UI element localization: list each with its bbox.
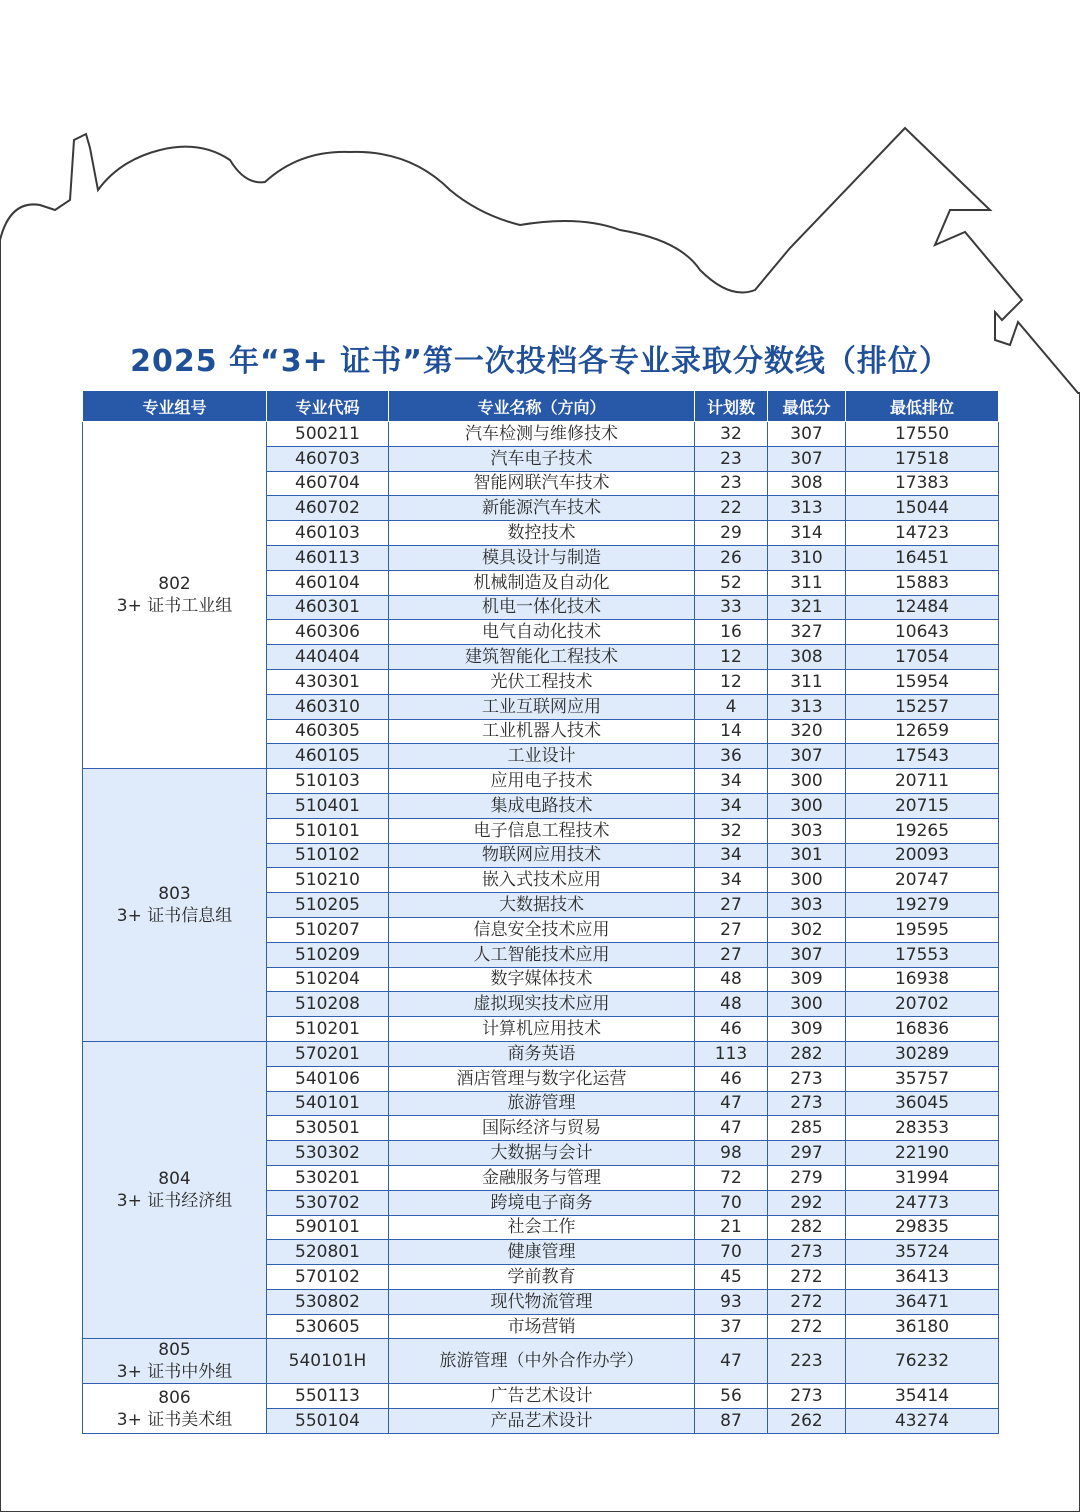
- min-score-cell: 320: [768, 719, 846, 744]
- major-name-cell: 应用电子技术: [389, 769, 695, 794]
- plan-count-cell: 27: [695, 893, 768, 918]
- min-rank-cell: 15883: [846, 570, 999, 595]
- min-rank-cell: 19265: [846, 818, 999, 843]
- major-code-cell: 460113: [267, 545, 389, 570]
- major-code-cell: 590101: [267, 1215, 389, 1240]
- min-score-cell: 327: [768, 620, 846, 645]
- min-rank-cell: 12484: [846, 595, 999, 620]
- major-code-cell: 510201: [267, 1017, 389, 1042]
- plan-count-cell: 52: [695, 570, 768, 595]
- major-code-cell: 570102: [267, 1265, 389, 1290]
- major-code-cell: 460704: [267, 471, 389, 496]
- major-name-cell: 虚拟现实技术应用: [389, 992, 695, 1017]
- plan-count-cell: 29: [695, 521, 768, 546]
- min-rank-cell: 20747: [846, 868, 999, 893]
- min-rank-cell: 20715: [846, 793, 999, 818]
- major-code-cell: 460306: [267, 620, 389, 645]
- min-rank-cell: 43274: [846, 1409, 999, 1434]
- header-plan-count: 计划数: [695, 391, 768, 422]
- major-name-cell: 大数据技术: [389, 893, 695, 918]
- major-code-cell: 510101: [267, 818, 389, 843]
- plan-count-cell: 70: [695, 1240, 768, 1265]
- min-score-cell: 300: [768, 793, 846, 818]
- major-name-cell: 广告艺术设计: [389, 1384, 695, 1409]
- plan-count-cell: 93: [695, 1289, 768, 1314]
- table-row: [83, 769, 999, 794]
- min-rank-cell: 17543: [846, 744, 999, 769]
- major-code-cell: 460703: [267, 446, 389, 471]
- min-score-cell: 285: [768, 1116, 846, 1141]
- major-code-cell: 510207: [267, 917, 389, 942]
- min-rank-cell: 14723: [846, 521, 999, 546]
- major-name-cell: 旅游管理（中外合作办学）: [389, 1339, 695, 1384]
- plan-count-cell: 72: [695, 1165, 768, 1190]
- major-code-cell: 510103: [267, 769, 389, 794]
- group-code: 805: [158, 1340, 191, 1361]
- min-score-cell: 300: [768, 868, 846, 893]
- table-body: [83, 422, 999, 1434]
- min-rank-cell: 35414: [846, 1384, 999, 1409]
- min-rank-cell: 17383: [846, 471, 999, 496]
- min-rank-cell: 35724: [846, 1240, 999, 1265]
- group-cell: [83, 1384, 267, 1434]
- min-score-cell: 279: [768, 1165, 846, 1190]
- min-rank-cell: 16451: [846, 545, 999, 570]
- major-name-cell: 国际经济与贸易: [389, 1116, 695, 1141]
- min-score-cell: 301: [768, 843, 846, 868]
- major-name-cell: 嵌入式技术应用: [389, 868, 695, 893]
- plan-count-cell: 4: [695, 694, 768, 719]
- min-rank-cell: 17054: [846, 645, 999, 670]
- major-name-cell: 新能源汽车技术: [389, 496, 695, 521]
- major-code-cell: 460310: [267, 694, 389, 719]
- min-score-cell: 282: [768, 1041, 846, 1066]
- plan-count-cell: 70: [695, 1190, 768, 1215]
- plan-count-cell: 34: [695, 868, 768, 893]
- min-score-cell: 311: [768, 570, 846, 595]
- plan-count-cell: 48: [695, 992, 768, 1017]
- major-code-cell: 550113: [267, 1384, 389, 1409]
- min-score-cell: 262: [768, 1409, 846, 1434]
- min-score-cell: 273: [768, 1066, 846, 1091]
- group-name: 3+ 证书经济组: [116, 1191, 233, 1212]
- min-score-cell: 272: [768, 1314, 846, 1339]
- min-rank-cell: 36413: [846, 1265, 999, 1290]
- min-rank-cell: 22190: [846, 1141, 999, 1166]
- plan-count-cell: 33: [695, 595, 768, 620]
- major-code-cell: 510102: [267, 843, 389, 868]
- major-code-cell: 510401: [267, 793, 389, 818]
- min-score-cell: 307: [768, 422, 846, 447]
- min-rank-cell: 17518: [846, 446, 999, 471]
- table-row: [83, 422, 999, 447]
- major-name-cell: 跨境电子商务: [389, 1190, 695, 1215]
- min-score-cell: 321: [768, 595, 846, 620]
- min-rank-cell: 15954: [846, 669, 999, 694]
- plan-count-cell: 87: [695, 1409, 768, 1434]
- major-code-cell: 460301: [267, 595, 389, 620]
- min-rank-cell: 76232: [846, 1339, 999, 1384]
- min-score-cell: 300: [768, 992, 846, 1017]
- major-code-cell: 460702: [267, 496, 389, 521]
- major-name-cell: 汽车电子技术: [389, 446, 695, 471]
- plan-count-cell: 12: [695, 669, 768, 694]
- major-code-cell: 520801: [267, 1240, 389, 1265]
- plan-count-cell: 34: [695, 843, 768, 868]
- plan-count-cell: 12: [695, 645, 768, 670]
- min-score-cell: 302: [768, 917, 846, 942]
- min-score-cell: 308: [768, 471, 846, 496]
- major-name-cell: 汽车检测与维修技术: [389, 422, 695, 447]
- min-rank-cell: 15257: [846, 694, 999, 719]
- major-name-cell: 建筑智能化工程技术: [389, 645, 695, 670]
- major-code-cell: 530605: [267, 1314, 389, 1339]
- plan-count-cell: 98: [695, 1141, 768, 1166]
- major-code-cell: 530302: [267, 1141, 389, 1166]
- min-score-cell: 272: [768, 1265, 846, 1290]
- major-name-cell: 工业机器人技术: [389, 719, 695, 744]
- major-name-cell: 学前教育: [389, 1265, 695, 1290]
- min-rank-cell: 20093: [846, 843, 999, 868]
- major-code-cell: 540101: [267, 1091, 389, 1116]
- major-name-cell: 商务英语: [389, 1041, 695, 1066]
- major-name-cell: 产品艺术设计: [389, 1409, 695, 1434]
- major-name-cell: 电子信息工程技术: [389, 818, 695, 843]
- plan-count-cell: 26: [695, 545, 768, 570]
- major-code-cell: 540106: [267, 1066, 389, 1091]
- min-rank-cell: 20702: [846, 992, 999, 1017]
- major-code-cell: 510204: [267, 967, 389, 992]
- major-name-cell: 工业互联网应用: [389, 694, 695, 719]
- min-score-cell: 300: [768, 769, 846, 794]
- major-name-cell: 金融服务与管理: [389, 1165, 695, 1190]
- min-rank-cell: 36045: [846, 1091, 999, 1116]
- min-score-cell: 273: [768, 1091, 846, 1116]
- group-name: 3+ 证书中外组: [116, 1362, 233, 1383]
- plan-count-cell: 32: [695, 818, 768, 843]
- min-score-cell: 307: [768, 446, 846, 471]
- min-score-cell: 314: [768, 521, 846, 546]
- major-name-cell: 工业设计: [389, 744, 695, 769]
- group-name: 3+ 证书工业组: [116, 596, 233, 617]
- group-code: 803: [158, 884, 191, 905]
- min-rank-cell: 19595: [846, 917, 999, 942]
- major-code-cell: 500211: [267, 422, 389, 447]
- plan-count-cell: 14: [695, 719, 768, 744]
- min-rank-cell: 12659: [846, 719, 999, 744]
- min-score-cell: 273: [768, 1384, 846, 1409]
- min-rank-cell: 36471: [846, 1289, 999, 1314]
- min-score-cell: 307: [768, 744, 846, 769]
- min-rank-cell: 36180: [846, 1314, 999, 1339]
- header-major-code: 专业代码: [267, 391, 389, 422]
- major-name-cell: 健康管理: [389, 1240, 695, 1265]
- plan-count-cell: 56: [695, 1384, 768, 1409]
- major-code-cell: 570201: [267, 1041, 389, 1066]
- major-name-cell: 电气自动化技术: [389, 620, 695, 645]
- min-score-cell: 303: [768, 818, 846, 843]
- major-name-cell: 人工智能技术应用: [389, 942, 695, 967]
- major-name-cell: 计算机应用技术: [389, 1017, 695, 1042]
- table-row: [83, 1384, 999, 1409]
- min-score-cell: 297: [768, 1141, 846, 1166]
- major-code-cell: 460103: [267, 521, 389, 546]
- plan-count-cell: 47: [695, 1091, 768, 1116]
- min-score-cell: 282: [768, 1215, 846, 1240]
- major-name-cell: 智能网联汽车技术: [389, 471, 695, 496]
- min-rank-cell: 17553: [846, 942, 999, 967]
- major-name-cell: 信息安全技术应用: [389, 917, 695, 942]
- table-row: [83, 1339, 999, 1384]
- major-name-cell: 集成电路技术: [389, 793, 695, 818]
- plan-count-cell: 27: [695, 917, 768, 942]
- min-rank-cell: 30289: [846, 1041, 999, 1066]
- major-name-cell: 物联网应用技术: [389, 843, 695, 868]
- major-name-cell: 机械制造及自动化: [389, 570, 695, 595]
- min-score-cell: 313: [768, 496, 846, 521]
- plan-count-cell: 21: [695, 1215, 768, 1240]
- plan-count-cell: 34: [695, 769, 768, 794]
- plan-count-cell: 32: [695, 422, 768, 447]
- plan-count-cell: 36: [695, 744, 768, 769]
- admission-score-table: [82, 391, 999, 1434]
- min-score-cell: 223: [768, 1339, 846, 1384]
- plan-count-cell: 47: [695, 1339, 768, 1384]
- plan-count-cell: 45: [695, 1265, 768, 1290]
- min-score-cell: 309: [768, 967, 846, 992]
- major-code-cell: 530501: [267, 1116, 389, 1141]
- plan-count-cell: 34: [695, 793, 768, 818]
- min-score-cell: 310: [768, 545, 846, 570]
- min-score-cell: 313: [768, 694, 846, 719]
- min-rank-cell: 15044: [846, 496, 999, 521]
- group-cell: [83, 1041, 267, 1339]
- header-group-code: 专业组号: [83, 391, 267, 422]
- major-code-cell: 550104: [267, 1409, 389, 1434]
- plan-count-cell: 22: [695, 496, 768, 521]
- header-min-rank: 最低排位: [846, 391, 999, 422]
- major-code-cell: 510205: [267, 893, 389, 918]
- major-code-cell: 460105: [267, 744, 389, 769]
- min-score-cell: 311: [768, 669, 846, 694]
- major-name-cell: 酒店管理与数字化运营: [389, 1066, 695, 1091]
- table-row: [83, 1041, 999, 1066]
- major-code-cell: 510210: [267, 868, 389, 893]
- min-score-cell: 273: [768, 1240, 846, 1265]
- major-name-cell: 模具设计与制造: [389, 545, 695, 570]
- header-min-score: 最低分: [768, 391, 846, 422]
- major-code-cell: 530702: [267, 1190, 389, 1215]
- major-name-cell: 数控技术: [389, 521, 695, 546]
- group-cell: [83, 769, 267, 1042]
- plan-count-cell: 46: [695, 1066, 768, 1091]
- major-name-cell: 大数据与会计: [389, 1141, 695, 1166]
- min-rank-cell: 20711: [846, 769, 999, 794]
- group-code: 804: [158, 1169, 191, 1190]
- min-score-cell: 309: [768, 1017, 846, 1042]
- min-rank-cell: 10643: [846, 620, 999, 645]
- major-code-cell: 530802: [267, 1289, 389, 1314]
- min-rank-cell: 16836: [846, 1017, 999, 1042]
- plan-count-cell: 37: [695, 1314, 768, 1339]
- plan-count-cell: 16: [695, 620, 768, 645]
- major-name-cell: 数字媒体技术: [389, 967, 695, 992]
- header-major-name: 专业名称（方向）: [389, 391, 695, 422]
- major-code-cell: 530201: [267, 1165, 389, 1190]
- page-title: 2025 年“3+ 证书”第一次投档各专业录取分数线（排位）: [130, 344, 950, 379]
- major-name-cell: 现代物流管理: [389, 1289, 695, 1314]
- min-score-cell: 292: [768, 1190, 846, 1215]
- major-code-cell: 440404: [267, 645, 389, 670]
- min-score-cell: 308: [768, 645, 846, 670]
- min-rank-cell: 17550: [846, 422, 999, 447]
- min-rank-cell: 29835: [846, 1215, 999, 1240]
- plan-count-cell: 47: [695, 1116, 768, 1141]
- major-code-cell: 460104: [267, 570, 389, 595]
- min-rank-cell: 24773: [846, 1190, 999, 1215]
- min-score-cell: 303: [768, 893, 846, 918]
- plan-count-cell: 23: [695, 471, 768, 496]
- group-cell: [83, 422, 267, 769]
- group-code: 806: [158, 1387, 191, 1408]
- group-name: 3+ 证书信息组: [116, 906, 233, 927]
- major-code-cell: 510208: [267, 992, 389, 1017]
- plan-count-cell: 48: [695, 967, 768, 992]
- group-code: 802: [158, 574, 191, 595]
- min-rank-cell: 35757: [846, 1066, 999, 1091]
- plan-count-cell: 113: [695, 1041, 768, 1066]
- min-score-cell: 307: [768, 942, 846, 967]
- min-rank-cell: 28353: [846, 1116, 999, 1141]
- major-code-cell: 510209: [267, 942, 389, 967]
- major-code-cell: 540101H: [267, 1339, 389, 1384]
- min-rank-cell: 19279: [846, 893, 999, 918]
- min-rank-cell: 31994: [846, 1165, 999, 1190]
- major-name-cell: 市场营销: [389, 1314, 695, 1339]
- plan-count-cell: 46: [695, 1017, 768, 1042]
- min-rank-cell: 16938: [846, 967, 999, 992]
- group-cell: [83, 1339, 267, 1384]
- major-code-cell: 430301: [267, 669, 389, 694]
- major-name-cell: 光伏工程技术: [389, 669, 695, 694]
- major-name-cell: 机电一体化技术: [389, 595, 695, 620]
- table-header-row: [83, 391, 999, 422]
- major-code-cell: 460305: [267, 719, 389, 744]
- major-name-cell: 旅游管理: [389, 1091, 695, 1116]
- plan-count-cell: 23: [695, 446, 768, 471]
- min-score-cell: 272: [768, 1289, 846, 1314]
- major-name-cell: 社会工作: [389, 1215, 695, 1240]
- group-name: 3+ 证书美术组: [116, 1409, 233, 1430]
- plan-count-cell: 27: [695, 942, 768, 967]
